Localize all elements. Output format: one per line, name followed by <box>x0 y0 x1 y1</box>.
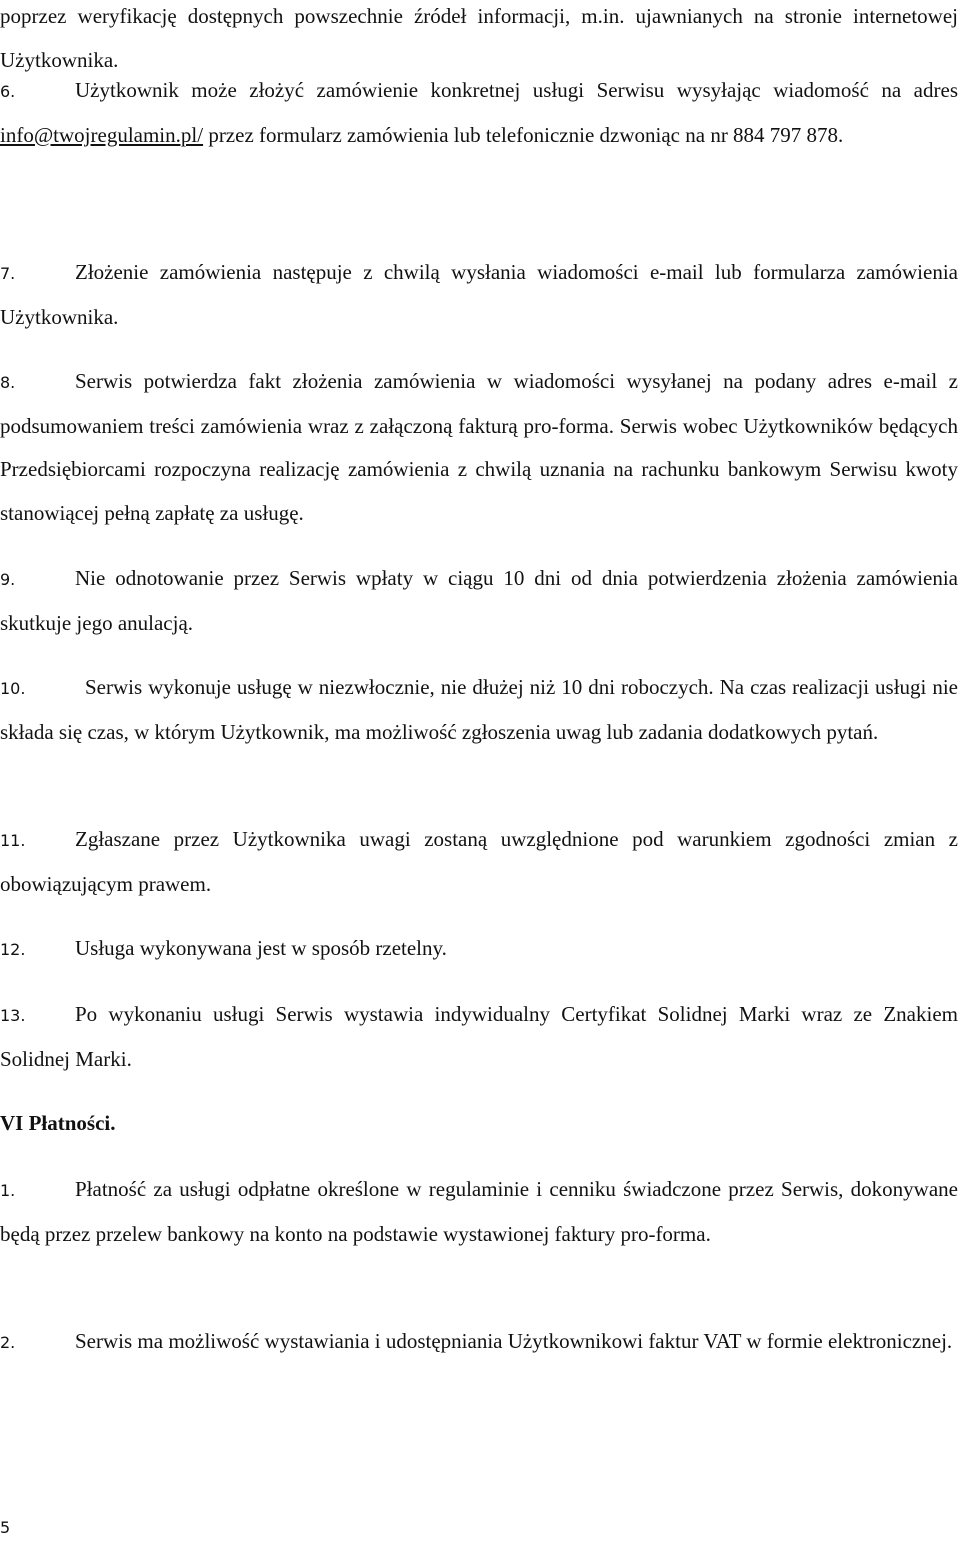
item-number: 13. <box>0 1006 26 1025</box>
paragraph-item-10 <box>0 666 958 754</box>
paragraph-item-6 <box>0 69 958 157</box>
item-number: 1. <box>0 1181 16 1200</box>
item-text: Serwis wykonuje usługę w niezwłocznie, nie dłużej niż 10 dni roboczych. Na czas realizacji usługi nie składa się czas, w którym Użytkownik, ma możliwość zgłoszenia uwag lub zadania dodatkowych pytań. <box>0 675 958 744</box>
item-text: Zgłaszane przez Użytkownika uwagi zostaną uwzględnione pod warunkiem zgodności zmian z obowiązującym prawem. <box>0 827 958 896</box>
item-number: 2. <box>0 1333 16 1352</box>
item-number: 8. <box>0 373 16 392</box>
paragraph-item-8 <box>0 360 958 535</box>
email-link[interactable]: info@twojregulamin.pl/ <box>0 122 204 147</box>
item-text: Nie odnotowanie przez Serwis wpłaty w ciągu 10 dni od dnia potwierdzenia złożenia zamówienia skutkuje jego anulacją. <box>0 566 958 635</box>
payment-item-2 <box>0 1320 958 1365</box>
item-text: Po wykonaniu usługi Serwis wystawia indywidualny Certyfikat Solidnej Marki wraz ze Znakiem Solidnej Marki. <box>0 1002 958 1071</box>
paragraph-item-13 <box>0 993 958 1081</box>
item-text-after-link: przez formularz zamówienia lub telefonicznie dzwoniąc na nr 884 797 878. <box>203 122 844 147</box>
item-text: Złożenie zamówienia następuje z chwilą wysłania wiadomości e-mail lub formularza zamówienia Użytkownika. <box>0 260 958 329</box>
item-text: Serwis potwierdza fakt złożenia zamówienia w wiadomości wysyłanej na podany adres e-mail z podsumowaniem treści zamówienia wraz z załączoną fakturą pro-forma. Serwis wobec Użytkowników będących Przedsiębiorcami rozpoczyna realizację zamówienia z chwilą uznania na rachunku bankowym Serwisu kwoty stanowiącej pełną zapłatę za usługę. <box>0 369 958 525</box>
paragraph-item-9 <box>0 557 958 645</box>
item-number: 6. <box>0 82 16 101</box>
page-number: 5 <box>0 1518 11 1537</box>
paragraph-item-12 <box>0 927 958 972</box>
section-heading: VI Płatności. <box>0 1111 116 1135</box>
intro-text: poprzez weryfikację dostępnych powszechnie źródeł informacji, m.in. ujawnianych na stronie internetowej Użytkownika. <box>0 4 958 72</box>
item-number: 7. <box>0 264 16 283</box>
payment-item-1 <box>0 1168 958 1256</box>
item-text-before-link: Użytkownik może złożyć zamówienie konkretnej usługi Serwisu wysyłając wiadomość na adres <box>75 78 958 102</box>
item-text: Usługa wykonywana jest w sposób rzetelny. <box>75 936 447 960</box>
item-number: 12. <box>0 940 26 959</box>
item-text: Serwis ma możliwość wystawiania i udostępniania Użytkownikowi faktur VAT w formie elektronicznej. <box>75 1329 953 1353</box>
item-text: Płatność za usługi odpłatne określone w regulaminie i cenniku świadczone przez Serwis, dokonywane będą przez przelew bankowy na konto na podstawie wystawionej faktury pro-forma. <box>0 1177 958 1246</box>
paragraph-item-7 <box>0 251 958 339</box>
item-number: 10. <box>0 679 26 698</box>
item-number: 11. <box>0 831 26 850</box>
paragraph-item-11 <box>0 818 958 906</box>
item-number: 9. <box>0 570 16 589</box>
